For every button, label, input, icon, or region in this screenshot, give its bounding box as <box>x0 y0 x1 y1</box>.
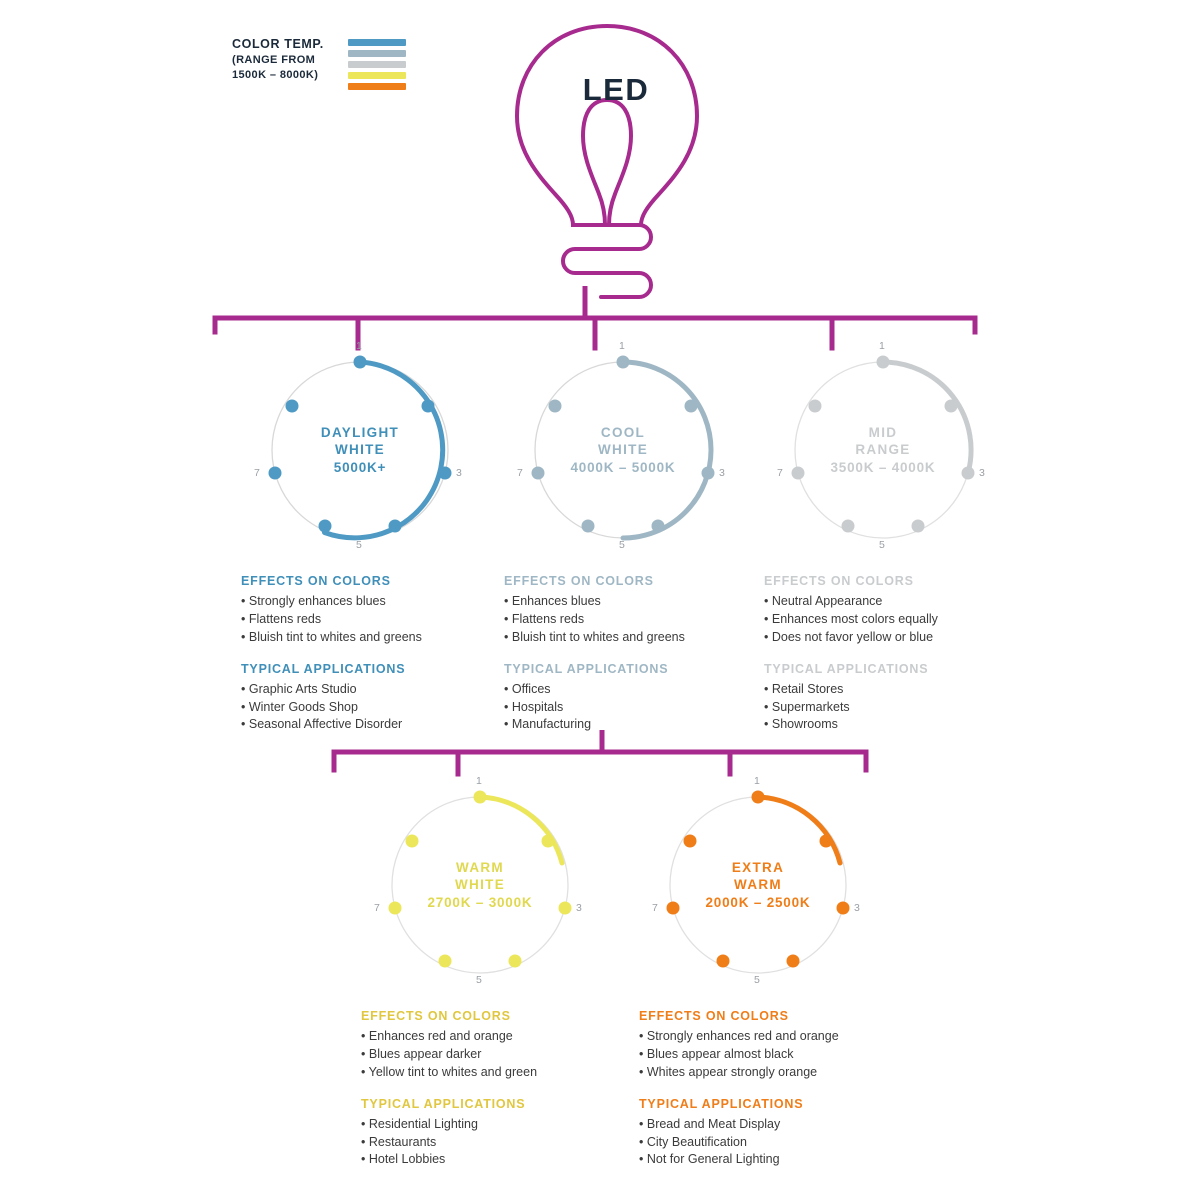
dial-tick-3: 3 <box>979 467 985 479</box>
dial-tick-7: 7 <box>517 467 523 479</box>
effects-list <box>504 593 748 646</box>
dial-mid-range <box>773 340 993 560</box>
dial-daylight-white <box>250 340 470 560</box>
dial-group-warm-white <box>355 775 605 1169</box>
dial-tick-3: 3 <box>576 902 582 914</box>
dial-range: 5000K+ <box>333 459 387 475</box>
legend-swatch-daylight <box>348 39 406 46</box>
list-item: • Whites appear strongly orange <box>639 1064 883 1081</box>
list-item: • Not for General Lighting <box>639 1151 883 1168</box>
applications-list <box>764 681 1008 734</box>
dial-tick-1: 1 <box>879 340 885 352</box>
list-item: • Winter Goods Shop <box>241 699 485 716</box>
effects-title: EFFECTS ON COLORS <box>504 574 654 588</box>
effects-title: EFFECTS ON COLORS <box>361 1009 511 1023</box>
dial-tick-5: 5 <box>476 974 482 986</box>
list-item: • Seasonal Affective Disorder <box>241 716 485 733</box>
applications-title: TYPICAL APPLICATIONS <box>639 1096 804 1111</box>
list-item: • Retail Stores <box>764 681 1008 698</box>
applications-title: TYPICAL APPLICATIONS <box>504 661 669 676</box>
dial-tick-5: 5 <box>619 539 625 551</box>
legend-subtitle-line2: 1500K – 8000K) <box>232 68 319 81</box>
dial-tick-7: 7 <box>777 467 783 479</box>
applications-title: TYPICAL APPLICATIONS <box>361 1096 526 1111</box>
list-item: • Bluish tint to whites and greens <box>504 629 748 646</box>
effects-list <box>639 1028 883 1081</box>
dial-tick-5: 5 <box>879 539 885 551</box>
list-item: • Strongly enhances blues <box>241 593 485 610</box>
list-item: • Flattens reds <box>504 611 748 628</box>
info-block-warm <box>355 1009 605 1168</box>
list-item: • Offices <box>504 681 748 698</box>
applications-list <box>241 681 485 734</box>
led-bulb-illustration <box>497 18 717 313</box>
list-item: • Supermarkets <box>764 699 1008 716</box>
applications-list <box>504 681 748 734</box>
effects-list <box>361 1028 605 1081</box>
effects-list <box>764 593 1008 646</box>
list-item: • Enhances red and orange <box>361 1028 605 1045</box>
legend-swatches <box>348 39 406 90</box>
color-temp-legend <box>232 36 412 90</box>
legend-title: COLOR TEMP. <box>232 37 324 51</box>
list-item: • Residential Lighting <box>361 1116 605 1133</box>
dial-tick-7: 7 <box>374 902 380 914</box>
dial-cool-white <box>513 340 733 560</box>
effects-title: EFFECTS ON COLORS <box>639 1009 789 1023</box>
legend-text <box>232 36 344 83</box>
dial-name-line1: EXTRA <box>731 860 785 876</box>
dial-range: 4000K – 5000K <box>570 459 676 475</box>
list-item: • Restaurants <box>361 1134 605 1151</box>
list-item: • Blues appear darker <box>361 1046 605 1063</box>
legend-swatch-cool <box>348 50 406 57</box>
dial-name-line1: WARM <box>456 860 504 876</box>
list-item: • Showrooms <box>764 716 1008 733</box>
list-item: • Hospitals <box>504 699 748 716</box>
bottom-bracket-connector <box>330 730 875 780</box>
dial-tick-3: 3 <box>456 467 462 479</box>
dial-extra-warm <box>648 775 868 995</box>
dial-tick-1: 1 <box>754 775 760 787</box>
applications-title: TYPICAL APPLICATIONS <box>764 661 929 676</box>
list-item: • Enhances most colors equally <box>764 611 1008 628</box>
list-item: • Hotel Lobbies <box>361 1151 605 1168</box>
list-item: • Manufacturing <box>504 716 748 733</box>
effects-title: EFFECTS ON COLORS <box>241 574 391 588</box>
dial-range: 3500K – 4000K <box>830 459 936 475</box>
list-item: • Flattens reds <box>241 611 485 628</box>
applications-list <box>639 1116 883 1169</box>
effects-title: EFFECTS ON COLORS <box>764 574 914 588</box>
dial-group-mid-range <box>758 340 1008 734</box>
dial-tick-1: 1 <box>619 340 625 352</box>
legend-swatch-mid <box>348 61 406 68</box>
list-item: • Bluish tint to whites and greens <box>241 629 485 646</box>
list-item: • Neutral Appearance <box>764 593 1008 610</box>
legend-swatch-warm <box>348 72 406 79</box>
dial-warm-white <box>370 775 590 995</box>
effects-list <box>241 593 485 646</box>
dial-name-line1: COOL <box>600 425 646 441</box>
dial-range: 2000K – 2500K <box>705 894 811 910</box>
led-label: LED <box>582 72 650 107</box>
dial-group-daylight-white <box>235 340 485 734</box>
dial-name-line2: WHITE <box>334 442 385 457</box>
list-item: • Strongly enhances red and orange <box>639 1028 883 1045</box>
list-item: • Enhances blues <box>504 593 748 610</box>
info-block-mid <box>758 574 1008 733</box>
list-item: • City Beautification <box>639 1134 883 1151</box>
dial-tick-7: 7 <box>254 467 260 479</box>
dial-group-cool-white <box>498 340 748 734</box>
dial-tick-1: 1 <box>476 775 482 787</box>
legend-subtitle-line1: (RANGE FROM <box>232 53 316 66</box>
dial-tick-3: 3 <box>719 467 725 479</box>
dial-name-line1: DAYLIGHT <box>320 425 400 441</box>
dial-name-line2: WHITE <box>455 877 505 892</box>
legend-swatch-extra-warm <box>348 83 406 90</box>
info-block-cool <box>498 574 748 733</box>
list-item: • Does not favor yellow or blue <box>764 629 1008 646</box>
list-item: • Bread and Meat Display <box>639 1116 883 1133</box>
dial-name-line1: MID <box>868 425 898 441</box>
dial-tick-5: 5 <box>754 974 760 986</box>
dial-tick-5: 5 <box>356 539 362 551</box>
list-item: • Graphic Arts Studio <box>241 681 485 698</box>
applications-list <box>361 1116 605 1169</box>
dial-group-extra-warm <box>633 775 883 1169</box>
dial-name-line2: WHITE <box>598 442 648 457</box>
info-block-daylight <box>235 574 485 733</box>
dial-name-line2: RANGE <box>855 442 911 457</box>
dial-tick-1: 1 <box>356 340 362 352</box>
list-item: • Yellow tint to whites and green <box>361 1064 605 1081</box>
dial-tick-3: 3 <box>854 902 860 914</box>
dial-range: 2700K – 3000K <box>427 894 533 910</box>
dial-name-line2: WARM <box>734 877 782 892</box>
info-block-extra-warm <box>633 1009 883 1168</box>
applications-title: TYPICAL APPLICATIONS <box>241 661 406 676</box>
list-item: • Blues appear almost black <box>639 1046 883 1063</box>
dial-tick-7: 7 <box>652 902 658 914</box>
